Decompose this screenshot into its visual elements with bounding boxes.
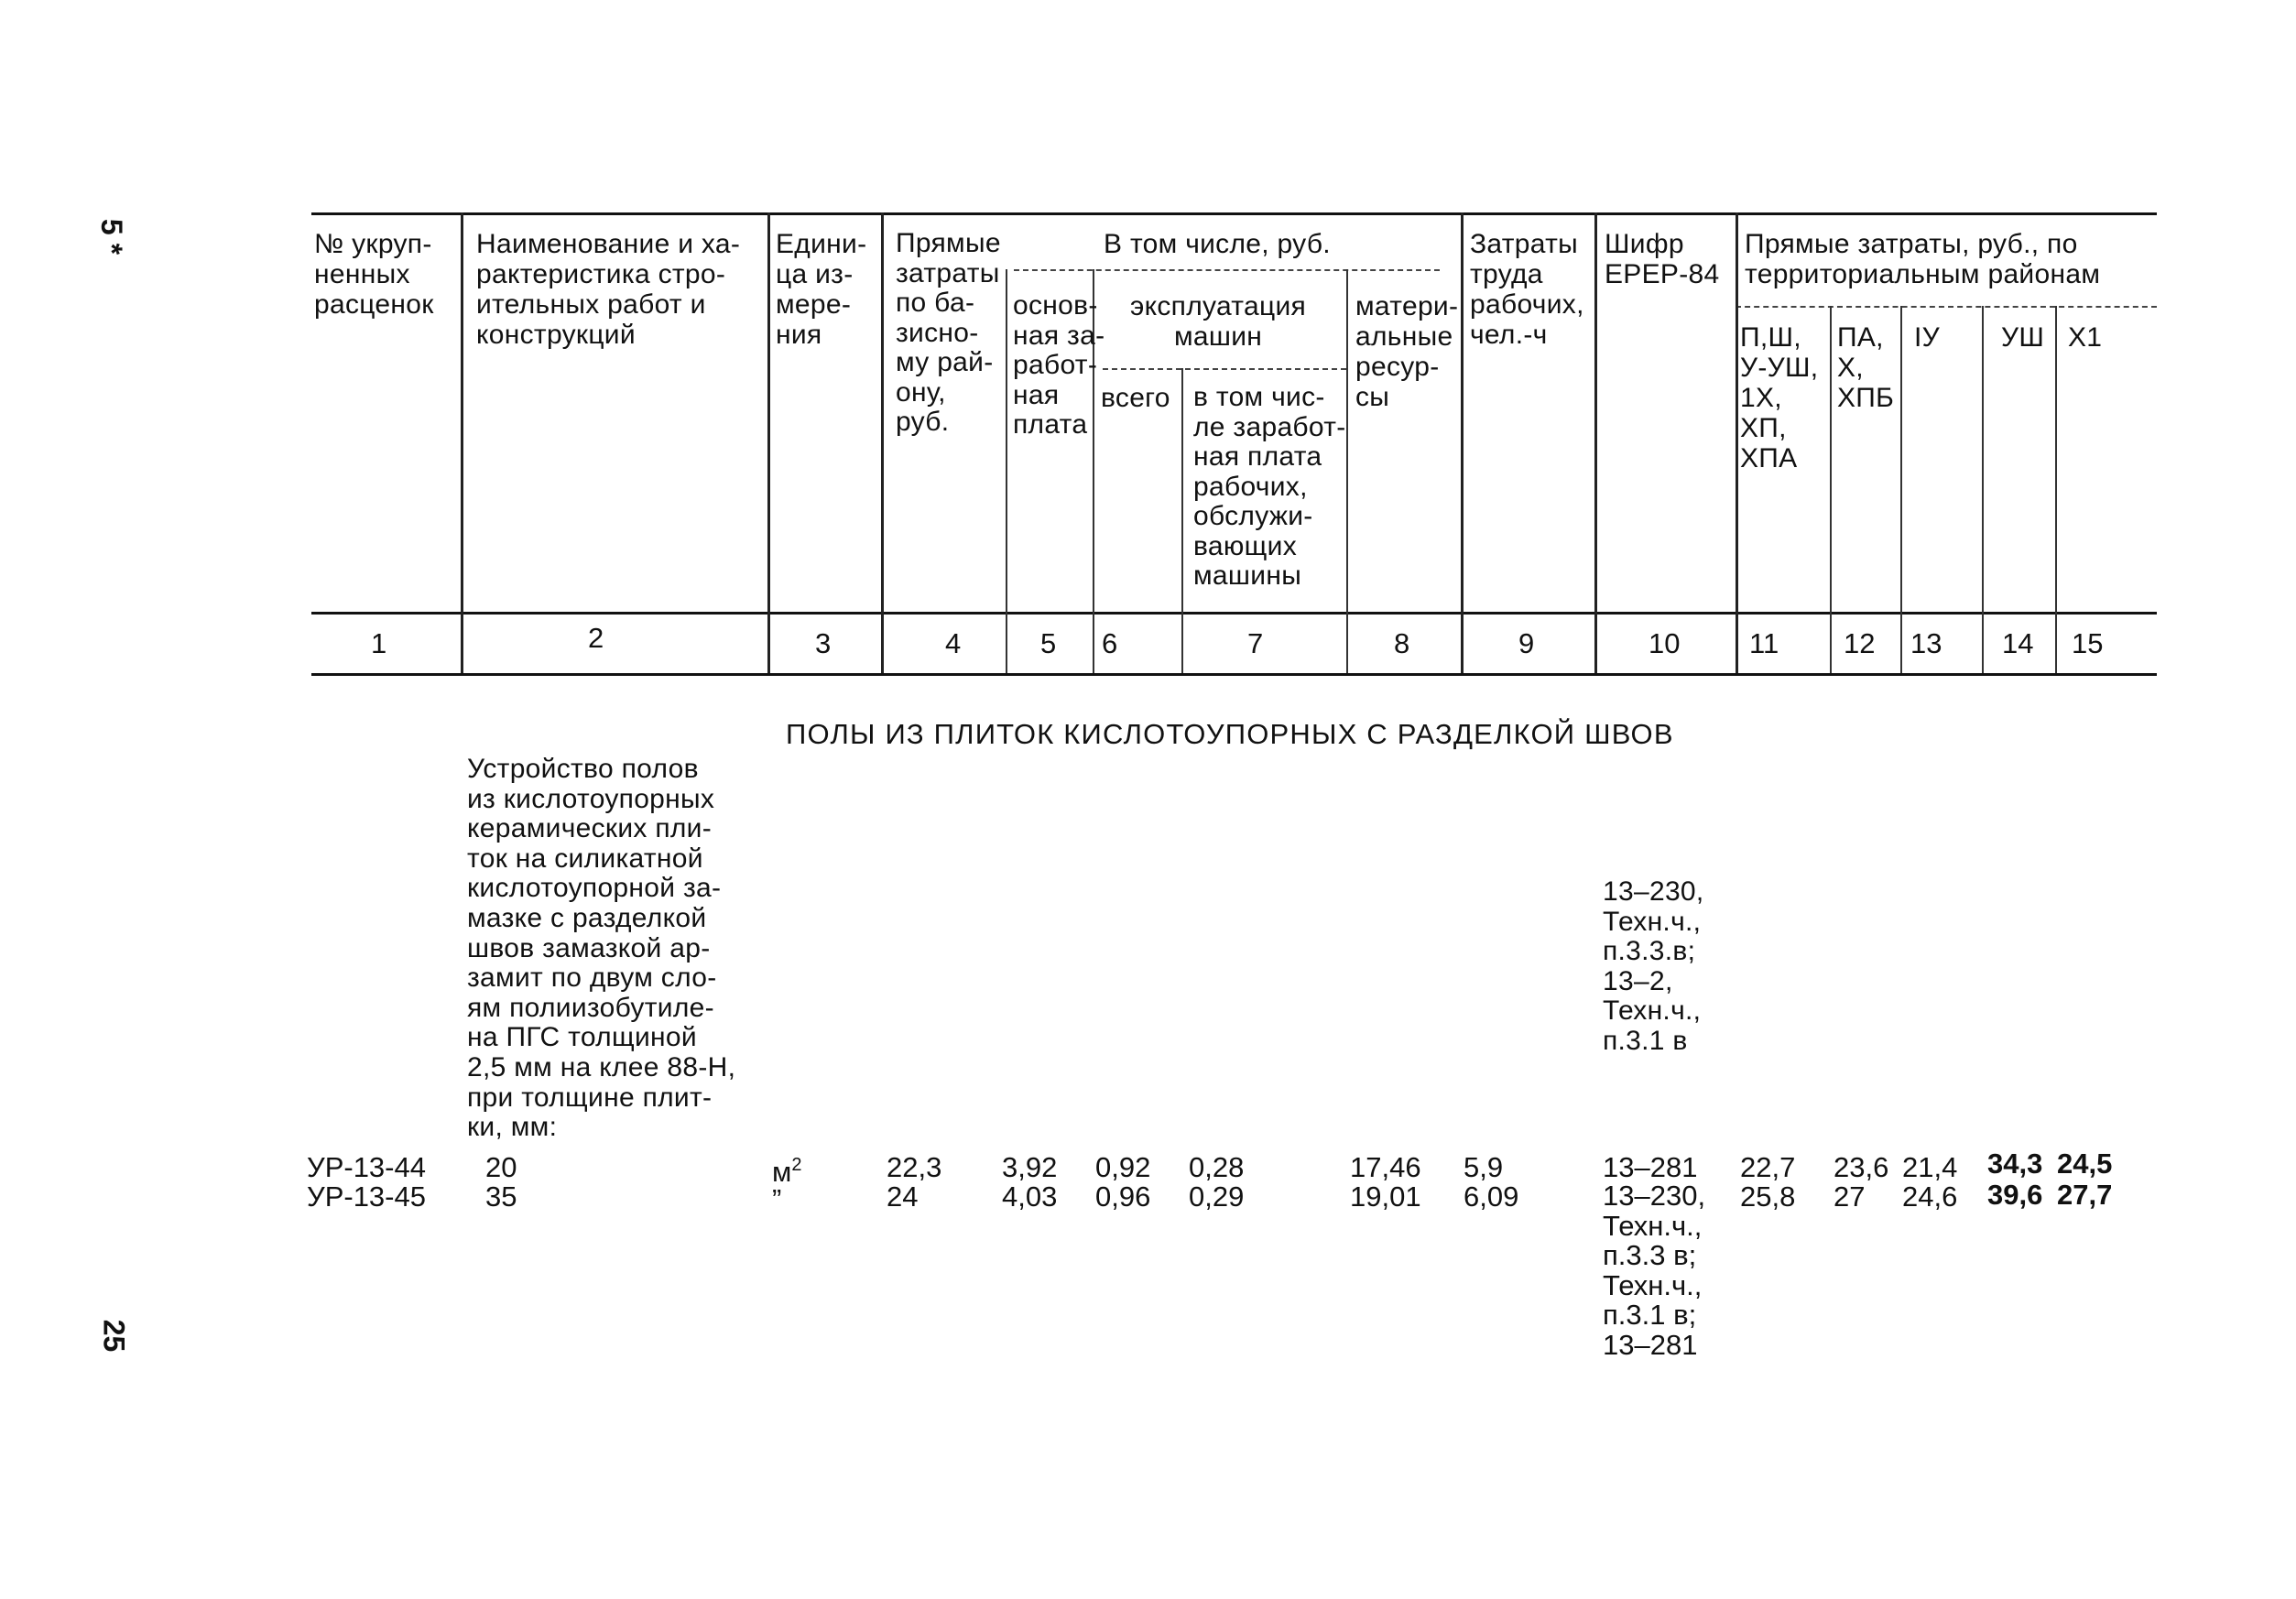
col-numbers-bottom-rule — [311, 673, 2157, 676]
header-col11: П,Ш, У-УШ, 1Х, ХП, ХПА — [1740, 322, 1819, 473]
margin-page-number: 25 — [97, 1319, 131, 1353]
row-direct-cost: 24 — [887, 1180, 919, 1213]
col-number-9: 9 — [1518, 627, 1535, 659]
col-number-1: 1 — [371, 627, 387, 659]
row-wage: 4,03 — [1002, 1180, 1058, 1213]
row-labor: 5,9 — [1464, 1151, 1504, 1183]
region-group-rule — [1736, 306, 2157, 308]
row-code: УР-13-44 — [307, 1151, 426, 1183]
row-direct-cost: 22,3 — [887, 1151, 942, 1183]
incl-group-rule — [1014, 269, 1440, 271]
row-region-13: 21,4 — [1902, 1151, 1958, 1183]
header-col5: основ- ная за- работ- ная плата — [1013, 290, 1105, 440]
header-col3: Едини- ца из- мере- ния — [776, 229, 867, 350]
col-sep-6 — [1181, 368, 1183, 673]
col-sep-8 — [1461, 212, 1464, 673]
work-description-cipher: 13–230, Техн.ч., п.3.3.в; 13–2, Техн.ч., п.3.1 в — [1603, 876, 1704, 1056]
col-number-6: 6 — [1102, 627, 1118, 659]
header-col9: Затраты труда рабочих, чел.-ч — [1470, 229, 1584, 350]
row-region-12: 23,6 — [1834, 1151, 1889, 1183]
row-labor: 6,09 — [1464, 1180, 1519, 1213]
col-sep-3 — [881, 212, 884, 673]
row-machines-wage: 0,28 — [1189, 1151, 1245, 1183]
row-region-12: 27 — [1834, 1180, 1866, 1213]
header-col13: IУ — [1914, 322, 1940, 353]
col-sep-1 — [461, 212, 463, 673]
header-col12: ПА, Х, ХПБ — [1837, 322, 1895, 413]
col-sep-2 — [767, 212, 770, 673]
section-title: ПОЛЫ ИЗ ПЛИТОК КИСЛОТОУПОРНЫХ С РАЗДЕЛКОЙ ШВОВ — [786, 718, 1674, 750]
col-sep-7 — [1346, 269, 1348, 673]
col-sep-11 — [1830, 306, 1832, 673]
work-description: Устройство полов из кислотоупорных керамических пли- ток на силикатной кислотоупорной за- мазке с разделкой швов замазкой ар- замит по двум сло- ям полиизобутиле- на ПГС толщиной 2,5 мм на клее 88-Н, при толщине плит- ки, мм: — [467, 754, 736, 1143]
row-cipher: 13–230, Техн.ч., п.3.3 в; Техн.ч., п.3.1 в; 13–281 — [1603, 1180, 1706, 1361]
row-materials: 19,01 — [1350, 1180, 1421, 1213]
row-thickness: 35 — [485, 1180, 517, 1213]
row-region-14: 39,6 — [1987, 1179, 2043, 1211]
header-col4: Прямые затраты по ба- зисно- му рай- ону, руб. — [896, 228, 1001, 437]
header-col14: УШ — [2001, 322, 2045, 353]
col-number-11: 11 — [1749, 627, 1779, 659]
header-bottom-rule — [311, 612, 2157, 615]
row-region-14: 34,3 — [1987, 1148, 2043, 1180]
row-thickness: 20 — [485, 1151, 517, 1183]
col-number-5: 5 — [1040, 627, 1057, 659]
row-region-13: 24,6 — [1902, 1180, 1958, 1213]
row-machines-total: 0,92 — [1095, 1151, 1151, 1183]
row-region-11: 22,7 — [1740, 1151, 1796, 1183]
col-number-10: 10 — [1649, 627, 1681, 659]
col-number-8: 8 — [1394, 627, 1410, 659]
header-group-included: В том числе, руб. — [1104, 229, 1331, 259]
col-number-3: 3 — [815, 627, 832, 659]
row-unit: ” — [772, 1183, 782, 1215]
col-number-13: 13 — [1910, 627, 1942, 659]
header-col8: матери- альные ресур- сы — [1355, 291, 1459, 412]
row-region-15: 27,7 — [2057, 1179, 2113, 1211]
row-region-11: 25,8 — [1740, 1180, 1796, 1213]
header-col10: Шифр ЕРЕР-84 — [1605, 229, 1720, 289]
row-region-15: 24,5 — [2057, 1148, 2113, 1180]
margin-mark-top: 5 * — [95, 218, 129, 256]
col-sep-13 — [1982, 306, 1984, 673]
col-number-2: 2 — [588, 622, 604, 654]
table-top-rule — [311, 212, 2157, 215]
col-sep-4 — [1006, 269, 1007, 673]
col-sep-12 — [1900, 306, 1902, 673]
machines-group-rule — [1103, 368, 1346, 370]
header-col15: Х1 — [2068, 322, 2103, 353]
col-number-12: 12 — [1844, 627, 1876, 659]
header-col1: № укруп- ненных расценок — [314, 229, 434, 320]
col-number-7: 7 — [1247, 627, 1264, 659]
col-number-15: 15 — [2072, 627, 2104, 659]
row-unit: $м^2$ — [772, 1155, 802, 1188]
col-sep-10 — [1736, 212, 1738, 673]
header-col7: в том чис- ле заработ- ная плата рабочих, обслужи- вающих машины — [1193, 382, 1346, 591]
header-group-machines: эксплуатация машин — [1130, 291, 1307, 352]
row-machines-wage: 0,29 — [1189, 1180, 1245, 1213]
row-wage: 3,92 — [1002, 1151, 1058, 1183]
header-col2: Наименование и ха- рактеристика стро- ительных работ и конструкций — [476, 229, 741, 350]
col-sep-9 — [1594, 212, 1597, 673]
row-code: УР-13-45 — [307, 1180, 426, 1213]
row-cipher: 13–281 — [1603, 1151, 1698, 1183]
header-col6: всего — [1101, 383, 1170, 413]
row-materials: 17,46 — [1350, 1151, 1421, 1183]
header-group-regions: Прямые затраты, руб., по территориальным районам — [1745, 229, 2101, 289]
row-machines-total: 0,96 — [1095, 1180, 1151, 1213]
col-number-4: 4 — [945, 627, 962, 659]
col-number-14: 14 — [2002, 627, 2034, 659]
col-sep-14 — [2055, 306, 2057, 673]
